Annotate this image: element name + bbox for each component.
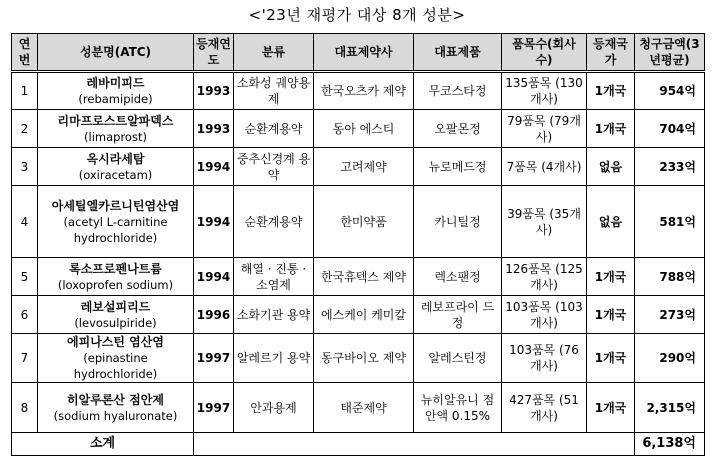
row-company: 고려제약 [314, 148, 414, 186]
table-row [12, 258, 705, 296]
ingredients-table [11, 33, 705, 456]
row-country: 1개국 [587, 296, 635, 334]
row-no: 7 [12, 334, 38, 383]
page-title: <'23년 재평가 대상 8개 성분> [248, 6, 466, 24]
row-company: 한미약품 [314, 186, 414, 258]
header-year: 등재연도 [194, 34, 234, 72]
subtotal-amount: 6,138억 [635, 433, 705, 456]
header-country: 등재국가 [587, 34, 635, 72]
row-year: 1997 [194, 383, 234, 433]
row-no: 8 [12, 383, 38, 433]
row-year: 1993 [194, 72, 234, 110]
table-row [12, 148, 705, 186]
row-year: 1997 [194, 334, 234, 383]
row-amount: 273억 [635, 296, 705, 334]
row-class: 순환계용약 [234, 186, 314, 258]
row-company: 동아 에스티 [314, 110, 414, 148]
row-ingredient [38, 334, 194, 383]
row-class: 소화기관 용약 [234, 296, 314, 334]
header-class: 분류 [234, 34, 314, 72]
row-items: 103품목 (76개사) [502, 334, 587, 383]
row-product: 무코스타정 [414, 72, 502, 110]
row-year: 1996 [194, 296, 234, 334]
table-row [12, 110, 705, 148]
row-country: 없음 [587, 186, 635, 258]
ingredient-en: (oxiracetam) [78, 167, 153, 182]
row-class: 중추신경계 용약 [234, 148, 314, 186]
row-items: 103품목 (103개사) [502, 296, 587, 334]
header-row [12, 34, 705, 72]
row-company: 한국오츠카 제약 [314, 72, 414, 110]
table-row [12, 186, 705, 258]
row-ingredient [38, 383, 194, 433]
row-company: 태준제약 [314, 383, 414, 433]
ingredient-en: (acetyl L-carnitine hydrochloride) [63, 214, 168, 245]
ingredient-en: (sodium hyaluronate) [53, 408, 178, 423]
header-amount: 청구금액(3년평균) [635, 34, 705, 72]
header-company: 대표제약사 [314, 34, 414, 72]
row-country: 1개국 [587, 383, 635, 433]
row-year: 1994 [194, 148, 234, 186]
table-row [12, 383, 705, 433]
row-class: 순환계용약 [234, 110, 314, 148]
row-amount: 704억 [635, 110, 705, 148]
ingredient-en: (epinastine hydrochloride) [73, 351, 158, 381]
table-row [12, 72, 705, 110]
row-product: 카니틸정 [414, 186, 502, 258]
row-product: 렉소팬정 [414, 258, 502, 296]
row-amount: 233억 [635, 148, 705, 186]
row-ingredient [38, 148, 194, 186]
ingredient-ko: 레보설피리드 [80, 299, 151, 314]
ingredient-ko: 레바미피드 [86, 76, 145, 90]
row-year: 1994 [194, 186, 234, 258]
row-no: 5 [12, 258, 38, 296]
row-ingredient [38, 296, 194, 334]
row-amount: 2,315억 [635, 383, 705, 433]
row-ingredient [38, 258, 194, 296]
row-country: 1개국 [587, 110, 635, 148]
row-items: 79품목 (79개사) [502, 110, 587, 148]
row-items: 427품목 (51개사) [502, 383, 587, 433]
ingredient-ko: 아세틸엘카르니틴염산염 [51, 198, 180, 213]
ingredient-en: (loxoprofen sodium) [57, 277, 174, 292]
ingredient-en: (rebamipide) [78, 92, 153, 106]
row-company: 동구바이오 제약 [314, 334, 414, 383]
header-items: 품목수(회사수) [502, 34, 587, 72]
row-ingredient [38, 186, 194, 258]
row-year: 1993 [194, 110, 234, 148]
row-class: 해열 · 진통 · 소염제 [234, 258, 314, 296]
row-product: 알레스틴정 [414, 334, 502, 383]
header-product: 대표제품 [414, 34, 502, 72]
row-product: 오팔몬정 [414, 110, 502, 148]
header-name: 성분명(ATC) [38, 34, 194, 72]
ingredient-ko: 옥시라세탐 [86, 151, 145, 166]
row-amount: 581억 [635, 186, 705, 258]
row-no: 2 [12, 110, 38, 148]
subtotal-row [12, 433, 705, 456]
row-items: 126품목 (125개사) [502, 258, 587, 296]
row-country: 1개국 [587, 258, 635, 296]
row-no: 6 [12, 296, 38, 334]
row-country: 1개국 [587, 72, 635, 110]
ingredient-en: (levosulpiride) [74, 315, 157, 330]
ingredient-ko: 에피나스틴 염산염 [67, 335, 164, 349]
ingredient-ko: 히알루론산 점안제 [67, 392, 164, 407]
row-no: 3 [12, 148, 38, 186]
row-amount: 290억 [635, 334, 705, 383]
row-product: 뉴로메드정 [414, 148, 502, 186]
header-no: 연번 [12, 34, 38, 72]
ingredient-ko: 리마프로스트알파덱스 [57, 113, 174, 128]
row-ingredient [38, 110, 194, 148]
row-company: 에스케이 케미칼 [314, 296, 414, 334]
row-class: 소화성 궤양용제 [234, 72, 314, 110]
row-ingredient [38, 72, 194, 110]
table-row [12, 296, 705, 334]
ingredient-ko: 록소프로펜나트륨 [69, 261, 162, 276]
row-items: 135품목 (130개사) [502, 72, 587, 110]
row-items: 7품목 (4개사) [502, 148, 587, 186]
row-amount: 954억 [635, 72, 705, 110]
row-country: 1개국 [587, 334, 635, 383]
subtotal-spacer [194, 433, 635, 456]
row-company: 한국휴텍스 제약 [314, 258, 414, 296]
row-product: 레보프라이 드정 [414, 296, 502, 334]
row-class: 알레르기 용약 [234, 334, 314, 383]
row-country: 없음 [587, 148, 635, 186]
table-row [12, 334, 705, 383]
subtotal-label: 소계 [12, 433, 194, 456]
row-items: 39품목 (35개사) [502, 186, 587, 258]
row-class: 안과용제 [234, 383, 314, 433]
ingredient-en: (limaprost) [84, 129, 147, 144]
row-no: 1 [12, 72, 38, 110]
row-amount: 788억 [635, 258, 705, 296]
row-no: 4 [12, 186, 38, 258]
row-product: 뉴히알유니 점안액 0.15% [414, 383, 502, 433]
row-year: 1994 [194, 258, 234, 296]
